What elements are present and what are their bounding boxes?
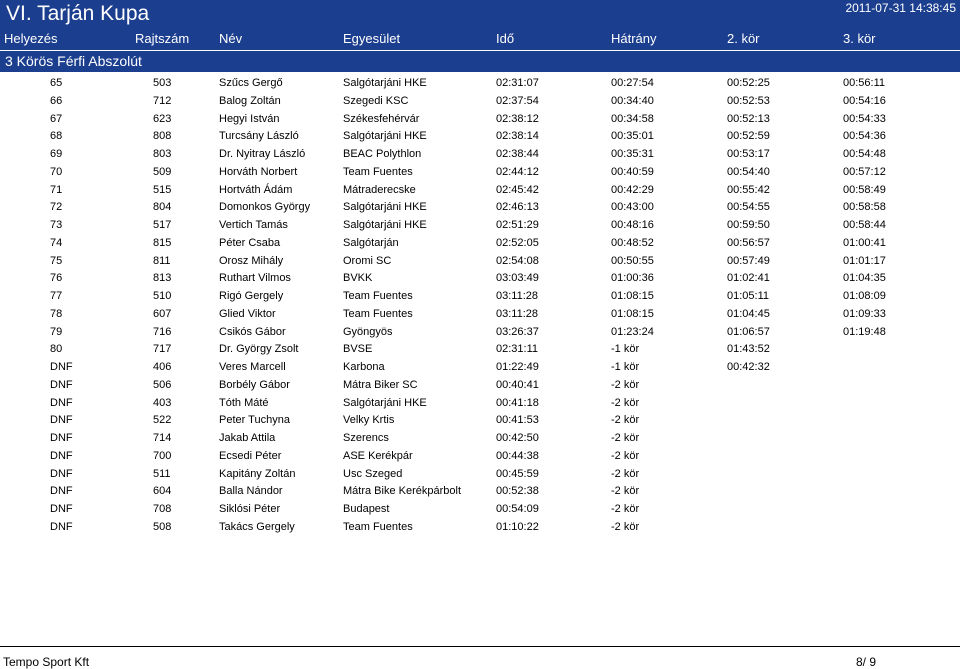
cell-bib: 700 <box>153 449 172 462</box>
column-header-bib: Rajtszám <box>135 31 190 46</box>
table-row <box>0 287 960 305</box>
cell-time: 02:44:12 <box>496 165 539 178</box>
cell-name: Jakab Attila <box>219 432 276 444</box>
table-row <box>0 394 960 412</box>
cell-lap3: 00:57:12 <box>843 165 886 178</box>
cell-bib: 803 <box>153 148 172 160</box>
cell-behind: 00:48:52 <box>611 236 654 249</box>
cell-club: BVSE <box>343 343 373 356</box>
table-row <box>0 447 960 465</box>
cell-bib: 506 <box>153 378 172 391</box>
cell-lap3: 01:08:09 <box>843 290 886 302</box>
cell-behind: -2 kör <box>611 432 640 444</box>
cell-behind: 00:35:31 <box>611 148 654 160</box>
cell-club: Gyöngyös <box>343 325 393 338</box>
cell-behind: 01:23:24 <box>611 325 654 338</box>
cell-name: Glied Viktor <box>219 307 276 320</box>
cell-behind: 00:34:40 <box>611 94 654 107</box>
table-row <box>0 163 960 181</box>
category-title: 3 Körös Férfi Abszolút <box>5 53 142 69</box>
cell-lap2: 00:57:49 <box>727 254 770 267</box>
cell-name: Péter Csaba <box>219 236 281 249</box>
results-table <box>0 74 960 536</box>
cell-placement: 74 <box>50 236 63 249</box>
cell-placement: 66 <box>50 94 63 107</box>
cell-time: 00:45:59 <box>496 467 539 480</box>
cell-club: Karbona <box>343 361 385 373</box>
cell-club: Salgótarján <box>343 236 399 249</box>
cell-club: Salgótarjáni HKE <box>343 130 427 143</box>
cell-name: Borbély Gábor <box>219 378 290 391</box>
cell-club: Mátra Bike Kerékpárbolt <box>343 485 461 498</box>
cell-name: Hortváth Ádám <box>219 183 293 196</box>
cell-bib: 510 <box>153 290 172 302</box>
title-bar <box>0 0 960 28</box>
cell-behind: 00:42:29 <box>611 183 654 196</box>
cell-time: 02:51:29 <box>496 219 539 231</box>
cell-name: Tóth Máté <box>219 396 269 409</box>
cell-time: 00:52:38 <box>496 485 539 498</box>
cell-time: 02:46:13 <box>496 201 539 214</box>
cell-placement: DNF <box>50 503 73 515</box>
cell-placement: DNF <box>50 485 73 498</box>
category-bar <box>0 51 960 72</box>
table-row <box>0 252 960 270</box>
column-header-lap2: 2. kör <box>727 31 760 46</box>
cell-club: Team Fuentes <box>343 290 413 302</box>
cell-placement: DNF <box>50 361 73 373</box>
cell-time: 01:10:22 <box>496 520 539 533</box>
cell-club: BEAC Polythlon <box>343 148 422 160</box>
cell-club: Székesfehérvár <box>343 112 420 125</box>
cell-club: Team Fuentes <box>343 520 413 533</box>
cell-bib: 406 <box>153 361 172 373</box>
cell-bib: 515 <box>153 183 172 196</box>
cell-lap2: 01:02:41 <box>727 272 770 285</box>
cell-time: 00:41:53 <box>496 414 539 427</box>
cell-club: Budapest <box>343 503 390 515</box>
cell-lap2: 00:52:53 <box>727 94 770 107</box>
table-row <box>0 305 960 323</box>
table-row <box>0 340 960 358</box>
cell-lap3: 01:01:17 <box>843 254 886 267</box>
cell-placement: 65 <box>50 77 63 89</box>
cell-time: 02:31:11 <box>496 343 539 356</box>
cell-behind: 00:27:54 <box>611 77 654 89</box>
cell-placement: DNF <box>50 432 73 444</box>
cell-time: 00:41:18 <box>496 396 539 409</box>
cell-lap3: 00:56:11 <box>843 77 886 89</box>
cell-behind: 00:35:01 <box>611 130 654 143</box>
cell-placement: 70 <box>50 165 63 178</box>
cell-lap3: 01:00:41 <box>843 236 886 249</box>
column-header-club: Egyesület <box>343 31 401 46</box>
cell-placement: 80 <box>50 343 63 356</box>
cell-bib: 708 <box>153 503 172 515</box>
cell-lap2: 01:05:11 <box>727 290 770 302</box>
cell-behind: -2 kör <box>611 378 640 391</box>
cell-behind: -1 kör <box>611 343 640 356</box>
cell-bib: 811 <box>153 254 171 267</box>
cell-lap2: 00:52:13 <box>727 112 770 125</box>
cell-behind: 00:48:16 <box>611 219 654 231</box>
cell-lap3: 00:58:44 <box>843 219 886 231</box>
cell-club: Team Fuentes <box>343 307 413 320</box>
timestamp: 2011-07-31 14:38:45 <box>845 1 956 15</box>
cell-bib: 712 <box>153 94 172 107</box>
cell-lap3: 01:04:35 <box>843 272 886 285</box>
table-row <box>0 482 960 500</box>
cell-club: Salgótarjáni HKE <box>343 77 427 89</box>
cell-lap2: 00:42:32 <box>727 361 770 373</box>
cell-lap3: 00:54:36 <box>843 130 886 143</box>
cell-bib: 522 <box>153 414 172 427</box>
cell-time: 02:54:08 <box>496 254 539 267</box>
cell-bib: 716 <box>153 325 172 338</box>
table-row <box>0 323 960 341</box>
cell-lap3: 00:54:16 <box>843 94 886 107</box>
cell-behind: -1 kör <box>611 361 640 373</box>
table-row <box>0 127 960 145</box>
table-row <box>0 74 960 92</box>
table-row <box>0 518 960 536</box>
table-row <box>0 376 960 394</box>
cell-time: 00:44:38 <box>496 449 539 462</box>
cell-lap3: 00:54:48 <box>843 148 886 160</box>
cell-behind: 00:40:59 <box>611 165 654 178</box>
cell-bib: 508 <box>153 520 172 533</box>
cell-lap2: 01:43:52 <box>727 343 770 356</box>
cell-time: 03:11:28 <box>496 290 539 302</box>
cell-placement: 72 <box>50 201 63 214</box>
cell-lap2: 00:54:40 <box>727 165 770 178</box>
table-row <box>0 465 960 483</box>
cell-name: Siklósi Péter <box>219 503 281 515</box>
cell-lap3: 00:58:49 <box>843 183 886 196</box>
cell-placement: DNF <box>50 449 73 462</box>
cell-lap2: 00:52:59 <box>727 130 770 143</box>
cell-name: Veres Marcell <box>219 361 286 373</box>
cell-club: Mátraderecske <box>343 183 416 196</box>
table-row <box>0 358 960 376</box>
cell-name: Szűcs Gergő <box>219 77 283 89</box>
cell-behind: 01:08:15 <box>611 290 654 302</box>
cell-time: 03:03:49 <box>496 272 539 285</box>
table-row <box>0 269 960 287</box>
cell-club: Usc Szeged <box>343 467 403 480</box>
cell-bib: 517 <box>153 219 172 231</box>
cell-time: 02:38:12 <box>496 112 539 125</box>
cell-bib: 604 <box>153 485 172 498</box>
table-row <box>0 216 960 234</box>
cell-club: Velky Krtis <box>343 414 395 427</box>
cell-name: Balla Nándor <box>219 485 283 498</box>
cell-name: Balog Zoltán <box>219 94 281 107</box>
table-row <box>0 234 960 252</box>
table-row <box>0 429 960 447</box>
cell-name: Takács Gergely <box>219 520 295 533</box>
cell-club: Szerencs <box>343 432 389 444</box>
cell-bib: 804 <box>153 201 172 214</box>
cell-name: Ruthart Vilmos <box>219 272 291 285</box>
cell-club: Oromi SC <box>343 254 392 267</box>
cell-bib: 717 <box>153 343 172 356</box>
cell-name: Hegyi István <box>219 112 280 125</box>
cell-bib: 813 <box>153 272 172 285</box>
cell-placement: 67 <box>50 112 63 125</box>
cell-time: 02:52:05 <box>496 236 539 249</box>
cell-placement: 77 <box>50 290 63 302</box>
cell-placement: 79 <box>50 325 63 338</box>
cell-placement: 68 <box>50 130 63 143</box>
cell-lap3: 01:09:33 <box>843 307 886 320</box>
cell-lap3: 00:58:58 <box>843 201 886 214</box>
cell-time: 00:54:09 <box>496 503 539 515</box>
cell-lap2: 00:55:42 <box>727 183 770 196</box>
table-row <box>0 198 960 216</box>
cell-lap2: 00:54:55 <box>727 201 770 214</box>
cell-placement: DNF <box>50 414 73 427</box>
cell-name: Vertich Tamás <box>219 219 288 231</box>
cell-behind: -2 kör <box>611 503 640 515</box>
cell-time: 03:26:37 <box>496 325 539 338</box>
cell-placement: 78 <box>50 307 63 320</box>
column-header-behind: Hátrány <box>611 31 657 46</box>
cell-club: Mátra Biker SC <box>343 378 418 391</box>
cell-name: Horváth Norbert <box>219 165 298 178</box>
cell-bib: 808 <box>153 130 172 143</box>
cell-lap2: 01:04:45 <box>727 307 770 320</box>
cell-club: Szegedi KSC <box>343 94 409 107</box>
cell-club: Salgótarjáni HKE <box>343 219 427 231</box>
cell-name: Kapitány Zoltán <box>219 467 296 480</box>
cell-bib: 815 <box>153 236 172 249</box>
cell-behind: -2 kör <box>611 449 640 462</box>
cell-bib: 607 <box>153 307 172 320</box>
cell-time: 00:42:50 <box>496 432 539 444</box>
cell-behind: 00:43:00 <box>611 201 654 214</box>
cell-behind: 00:34:58 <box>611 112 654 125</box>
cell-lap2: 00:53:17 <box>727 148 770 160</box>
cell-placement: 71 <box>50 183 63 196</box>
cell-lap2: 01:06:57 <box>727 325 770 338</box>
cell-placement: 69 <box>50 148 63 160</box>
column-header-name: Név <box>219 31 243 46</box>
table-row <box>0 181 960 199</box>
cell-behind: -2 kör <box>611 520 640 533</box>
column-header-placement: Helyezés <box>4 31 58 46</box>
table-row <box>0 92 960 110</box>
cell-placement: 75 <box>50 254 63 267</box>
cell-time: 01:22:49 <box>496 361 539 373</box>
cell-club: Salgótarjáni HKE <box>343 396 427 409</box>
cell-name: Rigó Gergely <box>219 290 284 302</box>
cell-bib: 509 <box>153 165 172 178</box>
cell-name: Turcsány László <box>219 130 299 143</box>
cell-name: Dr. Nyitray László <box>219 148 306 160</box>
column-header-lap3: 3. kör <box>843 31 876 46</box>
cell-time: 03:11:28 <box>496 307 539 320</box>
cell-lap3: 01:19:48 <box>843 325 886 338</box>
cell-bib: 511 <box>153 467 171 480</box>
cell-behind: -2 kör <box>611 485 640 498</box>
cell-placement: 73 <box>50 219 63 231</box>
cell-placement: DNF <box>50 520 73 533</box>
cell-lap3: 00:54:33 <box>843 112 886 125</box>
cell-placement: DNF <box>50 467 73 480</box>
cell-bib: 503 <box>153 77 172 89</box>
cell-name: Domonkos György <box>219 201 311 214</box>
table-row <box>0 500 960 518</box>
footer-page-number: 8/ 9 <box>855 655 876 669</box>
cell-club: Salgótarjáni HKE <box>343 201 427 214</box>
cell-placement: DNF <box>50 378 73 391</box>
cell-time: 02:45:42 <box>496 183 539 196</box>
page-title: VI. Tarján Kupa <box>6 2 150 25</box>
cell-time: 00:40:41 <box>496 378 539 391</box>
column-header-row <box>0 28 960 50</box>
cell-name: Csikós Gábor <box>219 325 286 338</box>
cell-lap2: 00:56:57 <box>727 236 770 249</box>
cell-placement: DNF <box>50 396 73 409</box>
cell-time: 02:31:07 <box>496 77 539 89</box>
cell-behind: 00:50:55 <box>611 254 654 267</box>
cell-placement: 76 <box>50 272 63 285</box>
cell-behind: -2 kör <box>611 467 640 480</box>
cell-time: 02:38:14 <box>496 130 539 143</box>
footer-divider <box>0 646 960 647</box>
cell-behind: -2 kör <box>611 414 640 427</box>
table-row <box>0 411 960 429</box>
cell-behind: 01:00:36 <box>611 272 654 285</box>
cell-lap2: 00:52:25 <box>727 77 770 89</box>
table-row <box>0 110 960 128</box>
column-header-time: Idő <box>496 31 515 46</box>
cell-behind: 01:08:15 <box>611 307 654 320</box>
footer-company: Tempo Sport Kft <box>3 655 90 669</box>
cell-bib: 403 <box>153 396 172 409</box>
cell-bib: 623 <box>153 112 172 125</box>
table-row <box>0 145 960 163</box>
cell-club: BVKK <box>343 272 373 285</box>
cell-time: 02:38:44 <box>496 148 539 160</box>
cell-lap2: 00:59:50 <box>727 219 770 231</box>
cell-club: Team Fuentes <box>343 165 413 178</box>
cell-name: Ecsedi Péter <box>219 449 282 462</box>
cell-bib: 714 <box>153 432 172 444</box>
cell-club: ASE Kerékpár <box>343 449 413 462</box>
cell-name: Orosz Mihály <box>219 254 284 267</box>
cell-name: Dr. György Zsolt <box>219 343 299 356</box>
cell-time: 02:37:54 <box>496 94 539 107</box>
cell-behind: -2 kör <box>611 396 640 409</box>
cell-name: Peter Tuchyna <box>219 414 290 427</box>
